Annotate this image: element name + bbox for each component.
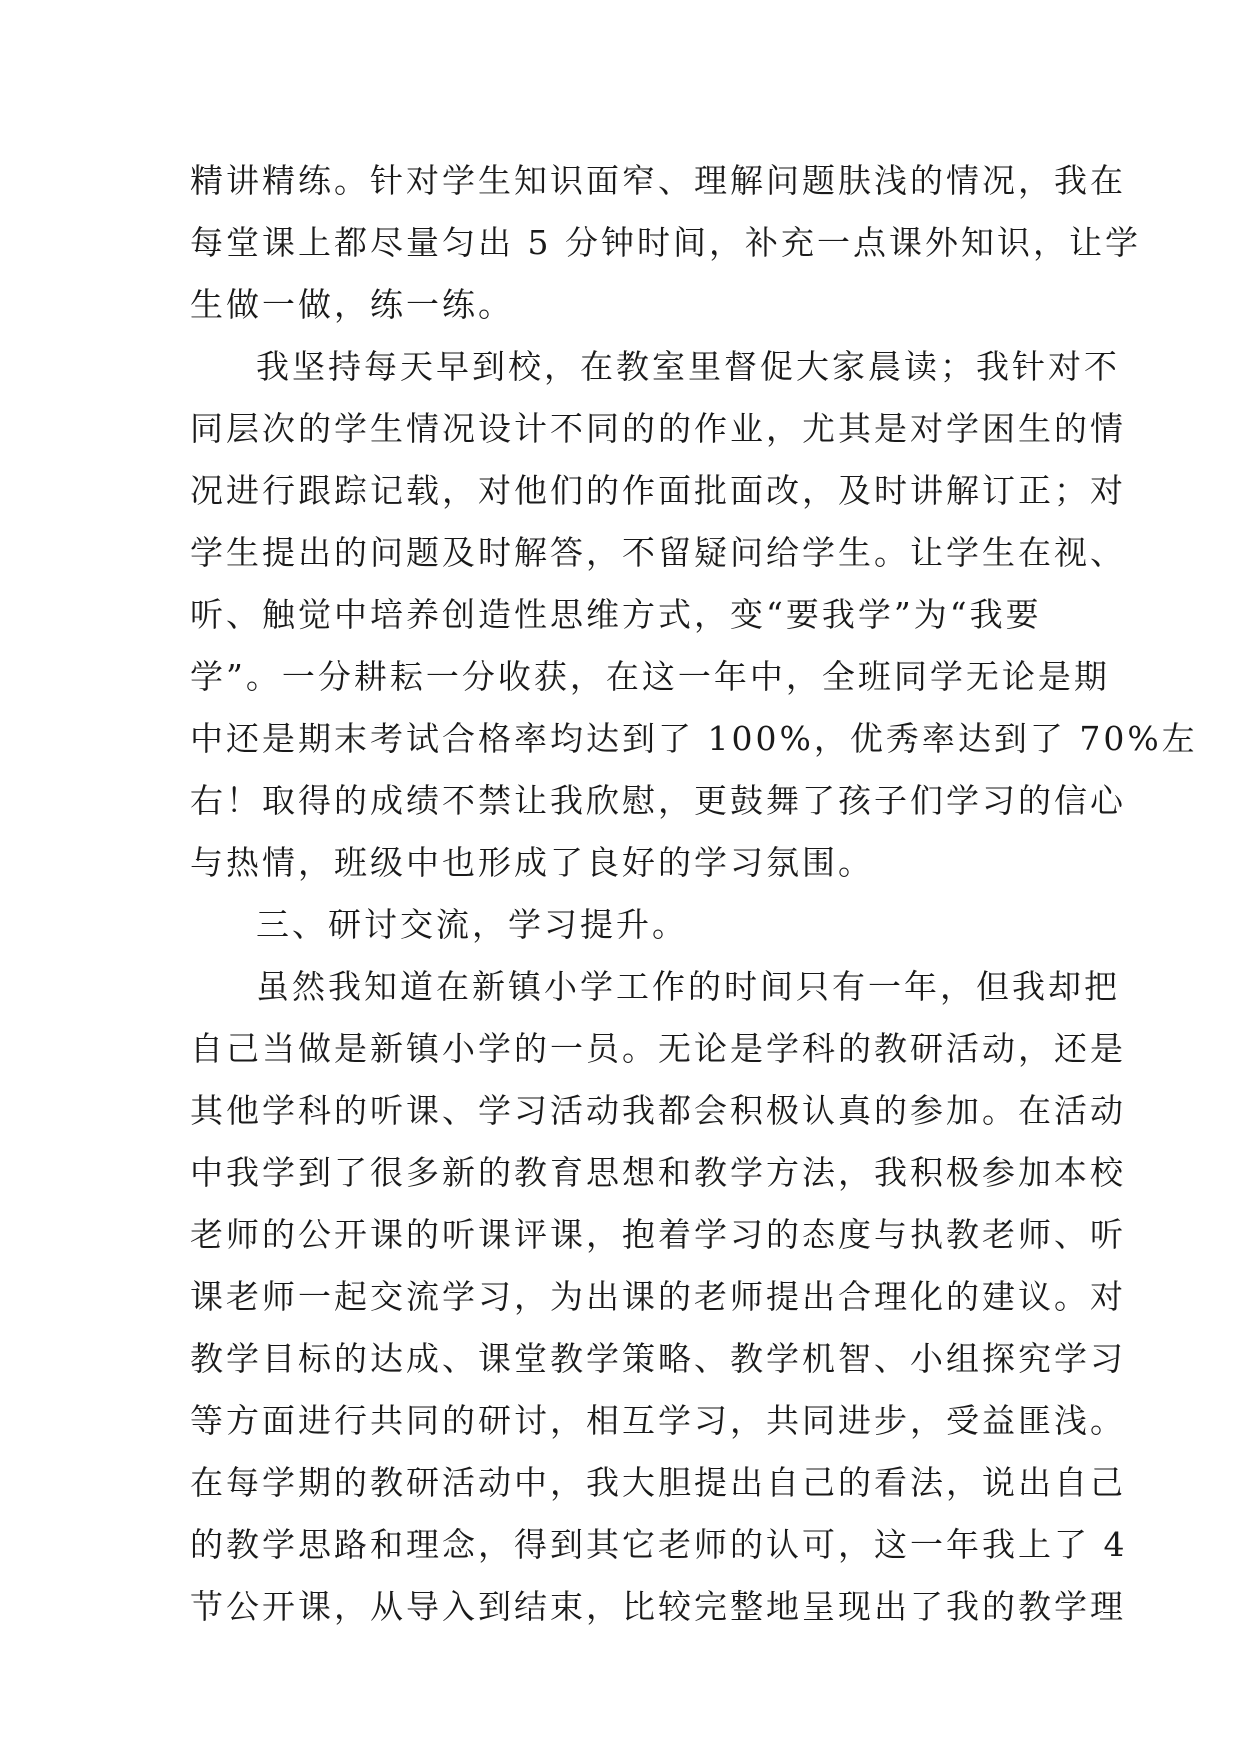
paragraph-first-line: 虽然我知道在新镇小学工作的时间只有一年，但我却把 bbox=[256, 967, 1120, 1006]
text-line: 听、触觉中培养创造性思维方式，变“要我学”为“我要 bbox=[190, 595, 1042, 634]
text-line: 在每学期的教研活动中，我大胆提出自己的看法，说出自己 bbox=[190, 1463, 1126, 1502]
text-line: 每堂课上都尽量匀出 5 分钟时间，补充一点课外知识，让学 bbox=[190, 223, 1141, 262]
text-line: 节公开课，从导入到结束，比较完整地呈现出了我的教学理 bbox=[190, 1587, 1126, 1626]
paragraph-first-line: 我坚持每天早到校，在教室里督促大家晨读；我针对不 bbox=[256, 347, 1120, 386]
text-line: 课老师一起交流学习，为出课的老师提出合理化的建议。对 bbox=[190, 1277, 1126, 1316]
text-line: 教学目标的达成、课堂教学策略、教学机智、小组探究学习 bbox=[190, 1339, 1126, 1378]
text-line: 学生提出的问题及时解答，不留疑问给学生。让学生在视、 bbox=[190, 533, 1126, 572]
text-line: 自己当做是新镇小学的一员。无论是学科的教研活动，还是 bbox=[190, 1029, 1126, 1068]
text-line: 学”。一分耕耘一分收获，在这一年中，全班同学无论是期 bbox=[190, 657, 1110, 696]
body-text bbox=[190, 150, 1198, 1638]
section-heading: 三、研讨交流，学习提升。 bbox=[256, 905, 688, 944]
text-line: 的教学思路和理念，得到其它老师的认可，这一年我上了 4 bbox=[190, 1525, 1128, 1564]
text-line: 其他学科的听课、学习活动我都会积极认真的参加。在活动 bbox=[190, 1091, 1126, 1130]
text-line: 与热情，班级中也形成了良好的学习氛围。 bbox=[190, 843, 874, 882]
text-line: 况进行跟踪记载，对他们的作面批面改，及时讲解订正；对 bbox=[190, 471, 1126, 510]
text-line: 老师的公开课的听课评课，抱着学习的态度与执教老师、听 bbox=[190, 1215, 1126, 1254]
text-line: 中我学到了很多新的教育思想和教学方法，我积极参加本校 bbox=[190, 1153, 1126, 1192]
text-line: 生做一做，练一练。 bbox=[190, 285, 514, 324]
text-line: 同层次的学生情况设计不同的的作业，尤其是对学困生的情 bbox=[190, 409, 1126, 448]
text-line: 精讲精练。针对学生知识面窄、理解问题肤浅的情况，我在 bbox=[190, 161, 1126, 200]
text-line: 中还是期末考试合格率均达到了 100%，优秀率达到了 70%左 bbox=[190, 719, 1198, 758]
text-line: 右！取得的成绩不禁让我欣慰，更鼓舞了孩子们学习的信心 bbox=[190, 781, 1126, 820]
text-line: 等方面进行共同的研讨，相互学习，共同进步，受益匪浅。 bbox=[190, 1401, 1126, 1440]
